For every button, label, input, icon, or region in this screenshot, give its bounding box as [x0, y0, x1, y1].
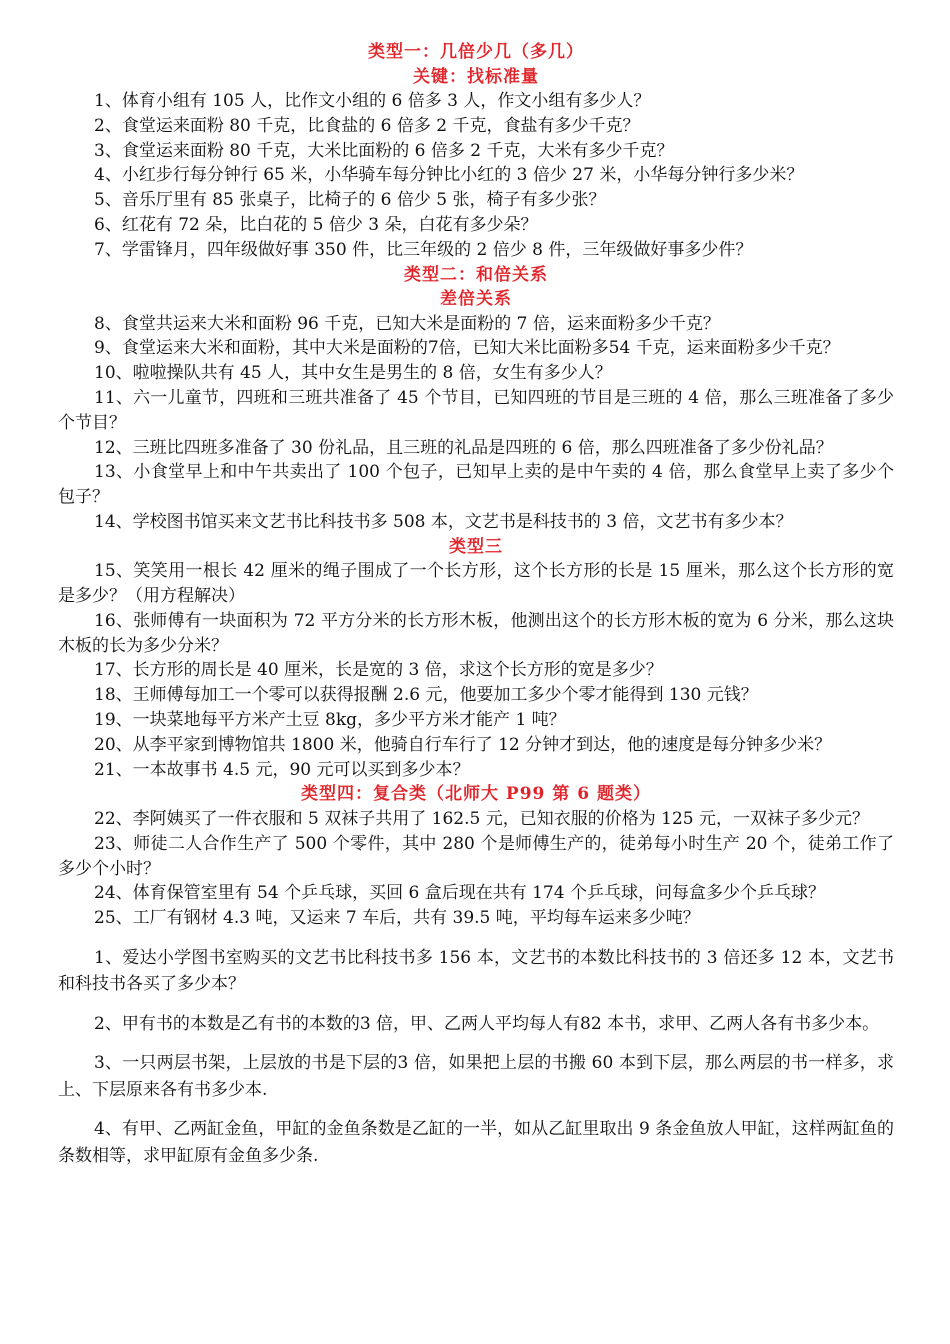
section-1-subtitle: 关键：找标准量 [413, 66, 539, 87]
extra-question-1: 1、爱达小学图书室购买的文艺书比科技书多 156 本，文艺书的本数比科技书的 3 倍还多 12 本，文艺书和科技书各买了多少本？ [58, 947, 894, 995]
question-5: 5、音乐厅里有 85 张桌子，比椅子的 6 倍少 5 张，椅子有多少张？ [94, 190, 606, 211]
section-1-title: 类型一：几倍少几（多几） [368, 42, 584, 62]
question-4: 4、小红步行每分钟行 65 米，小华骑车每分钟比小红的 3 倍少 27 米，小华每分钟行多少米？ [94, 165, 804, 186]
question-8: 8、食堂共运来大米和面粉 96 千克，已知大米是面粉的 7 倍，运来面粉多少千克？ [94, 313, 720, 334]
question-6: 6、红花有 72 朵，比白花的 5 倍少 3 朵，白花有多少朵？ [94, 214, 538, 235]
section-4-title: 类型四：复合类（北师大 P99 第 6 题类） [301, 784, 651, 805]
question-15: 15、笑笑用一根长 42 厘米的绳子围成了一个长方形，这个长方形的长是 15 厘米，那么这个长方形的宽是多少？（用方程解决） [58, 561, 894, 607]
question-20: 20、从李平家到博物馆共 1800 米，他骑自行车行了 12 分钟才到达，他的速度是每分钟多少米？ [94, 734, 832, 755]
extra-question-2: 2、甲有书的本数是乙有书的本数的3 倍，甲、乙两人平均每人有82 本书，求甲、乙两人各有书多少本。 [94, 1013, 880, 1034]
section-2-subtitle: 差倍关系 [440, 289, 512, 310]
question-13: 13、小食堂早上和中午共卖出了 100 个包子，已知早上卖的是中午卖的 4 倍，那么食堂早上卖了多少个包子？ [58, 462, 894, 508]
question-22: 22、李阿姨买了一件衣服和 5 双袜子共用了 162.5 元，已知衣服的价格为 125 元，一双袜子多少元？ [94, 808, 869, 829]
question-11: 11、六一儿童节，四班和三班共准备了 45 个节目，已知四班的节目是三班的 4 倍，那么三班准备了多少个节目？ [58, 387, 894, 433]
question-7: 7、学雷锋月，四年级做好事 350 件，比三年级的 2 倍少 8 件，三年级做好事多少件？ [94, 239, 753, 260]
question-18: 18、王师傅每加工一个零可以获得报酬 2.6 元，他要加工多少个零才能得到 130 元钱？ [94, 685, 758, 706]
question-17: 17、长方形的周长是 40 厘米，长是宽的 3 倍，求这个长方形的宽是多少？ [94, 660, 663, 681]
extra-question-4: 4、有甲、乙两缸金鱼，甲缸的金鱼条数是乙缸的一半，如从乙缸里取出 9 条金鱼放人甲缸，这样两缸鱼的条数相等，求甲缸原有金鱼多少条. [58, 1119, 894, 1166]
question-10: 10、啦啦操队共有 45 人，其中女生是男生的 8 倍，女生有多少人？ [94, 363, 612, 384]
question-21: 21、一本故事书 4.5 元，90 元可以买到多少本？ [94, 759, 470, 780]
extra-question-3: 3、一只两层书架，上层放的书是下层的3 倍，如果把上层的书搬 60 本到下层，那么两层的书一样多，求上、下层原来各有书多少本. [58, 1053, 894, 1100]
worksheet [58, 40, 894, 1182]
spacer [58, 931, 894, 945]
question-9: 9、食堂运来大米和面粉，其中大米是面粉的7倍，已知大米比面粉多54 千克，运来面粉多少千克？ [94, 338, 840, 359]
question-3: 3、食堂运来面粉 80 千克，大米比面粉的 6 倍多 2 千克，大米有多少千克？ [94, 140, 674, 161]
section-3-questions [58, 559, 894, 782]
section-2-questions [58, 312, 894, 535]
question-12: 12、三班比四班多准备了 30 份礼品，且三班的礼品是四班的 6 倍，那么四班准备了多少份礼品？ [94, 437, 833, 458]
question-19: 19、一块菜地每平方米产土豆 8kg，多少平方米才能产 1 吨？ [94, 710, 566, 731]
section-3-title: 类型三 [449, 536, 503, 557]
question-1: 1、体育小组有 105 人，比作文小组的 6 倍多 3 人，作文小组有多少人？ [94, 91, 651, 111]
section-4-questions [58, 807, 894, 931]
section-2-title: 类型二：和倍关系 [404, 264, 548, 285]
question-16: 16、张师傅有一块面积为 72 平方分米的长方形木板，他测出这个的长方形木板的宽为 6 分米，那么这块木板的长为多少分米？ [58, 610, 894, 656]
question-14: 14、学校图书馆买来文艺书比科技书多 508 本，文艺书是科技书的 3 倍，文艺书有多少本？ [94, 511, 793, 532]
section-1-questions [58, 89, 894, 263]
question-23: 23、师徒二人合作生产了 500 个零件，其中 280 个是师傅生产的，徒弟每小时生产 20 个，徒弟工作了多少个小时？ [58, 833, 894, 879]
question-2: 2、食堂运来面粉 80 千克，比食盐的 6 倍多 2 千克，食盐有多少千克？ [94, 115, 640, 136]
question-24: 24、体育保管室里有 54 个乒乓球，买回 6 盒后现在共有 174 个乒乓球，问每盒多少个乒乓球？ [94, 883, 825, 904]
extra-questions [58, 945, 894, 1170]
question-25: 25、工厂有钢材 4.3 吨，又运来 7 车后，共有 39.5 吨，平均每车运来多少吨？ [94, 908, 700, 929]
